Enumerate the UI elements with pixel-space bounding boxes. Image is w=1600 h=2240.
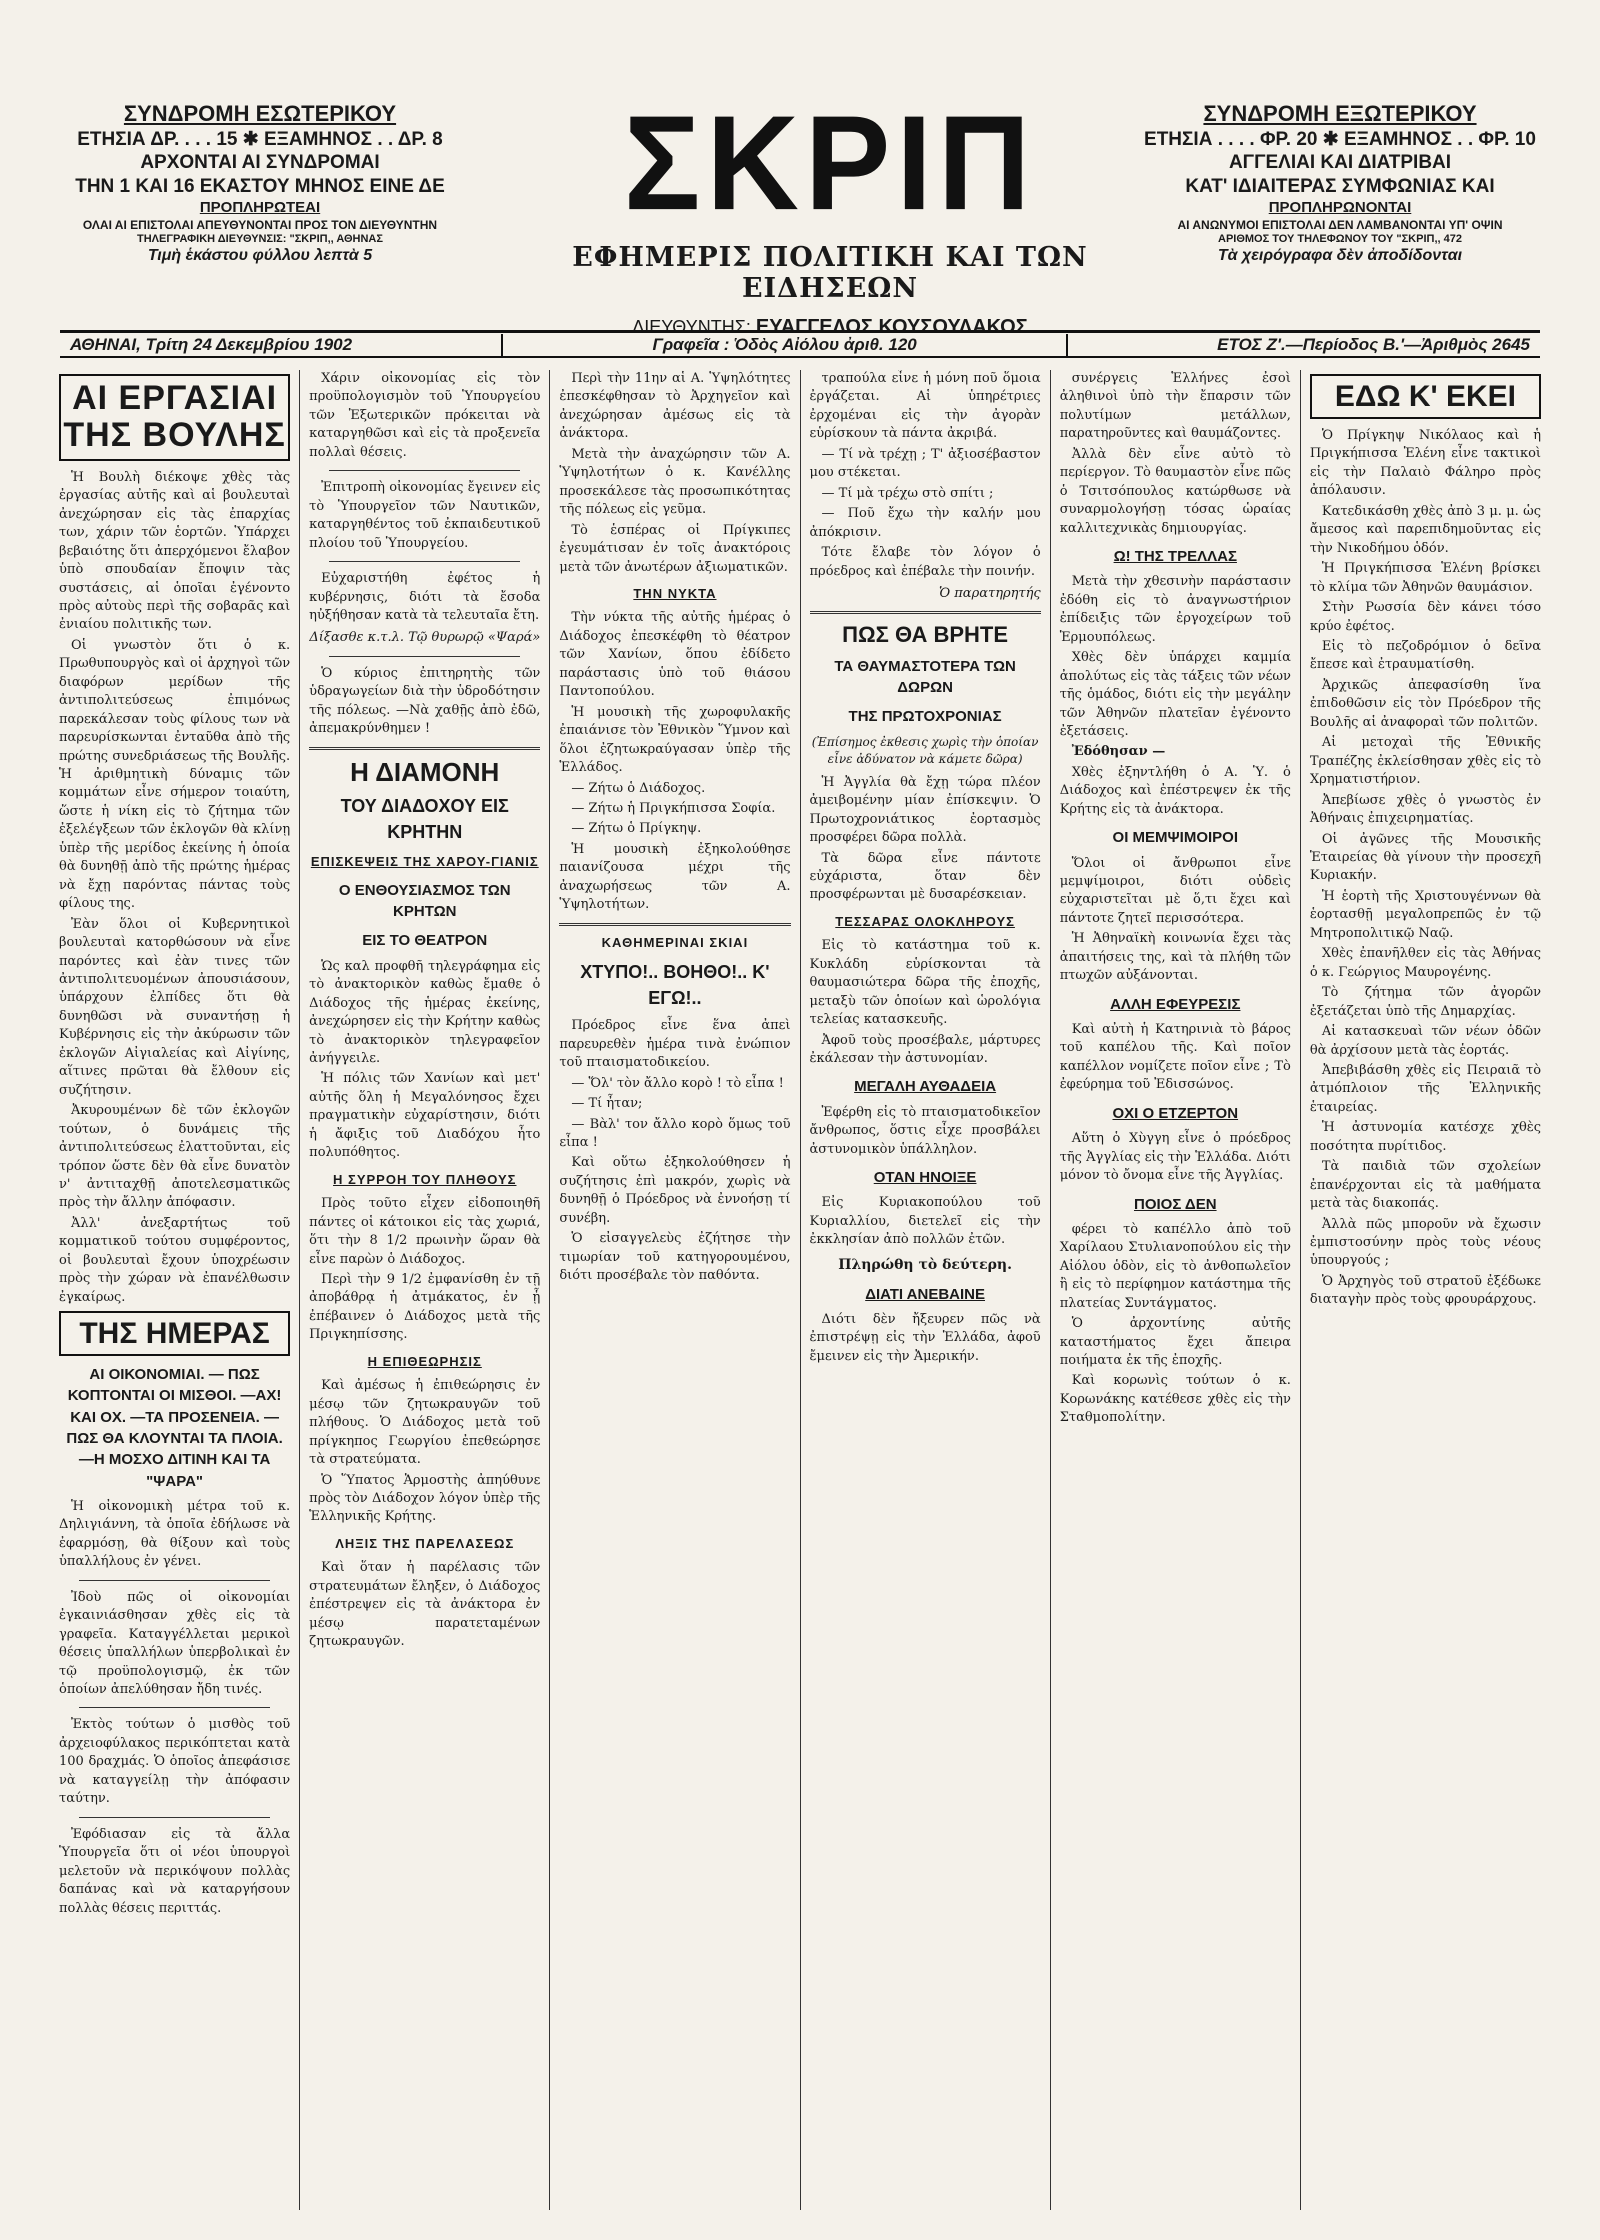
news-item: Τὸ ζήτημα τῶν ἀγορῶν ἐξετάζεται ὑπὸ τῆς Δημαρχίας. xyxy=(1309,985,1542,1019)
subscription-rates: ΕΤΗΣΙΑ . . . . ΦΡ. 20 ✱ ΕΞΑΜΗΝΟΣ . . ΦΡ. 10 xyxy=(1144,128,1536,150)
office-address: Γραφεῖα : Ὁδὸς Αἰόλου ἀριθ. 120 xyxy=(652,334,917,354)
chant-line: — Ζήτω ὁ Διάδοχος. xyxy=(571,780,706,796)
section-heading: ΤΗΝ ΝΥΚΤΑ xyxy=(633,585,717,601)
section-heading: ΤΕΣΣΑΡΑΣ ΟΛΟΚΛΗΡΟΥΣ xyxy=(835,913,1015,929)
article-paragraph: Ἀλλ' ἀνεξαρτήτως τοῦ κομματικοῦ τούτου συμφέροντος, οἱ βουλευταὶ ἔχουν ὑποχρέωσιν πρὸς τὴν χώραν νὰ ἐπανέλθωσιν ἐγκαίρως. xyxy=(59,1215,291,1305)
headline: ΤΗΣ ΗΜΕΡΑΣ xyxy=(79,1317,270,1351)
article-paragraph: Ὁ εἰσαγγελεὺς ἐζήτησε τὴν τιμωρίαν τοῦ κατηγορουμένου, διότι προσέβαλε τὸν παθόντα. xyxy=(559,1231,791,1284)
section-heading: ΛΗΞΙΣ ΤΗΣ ΠΑΡΕΛΑΣΕΩΣ xyxy=(335,1535,515,1551)
article-paragraph: Μετὰ τὴν ἀναχώρησιν τῶν Α. Ὑψηλοτήτων ὁ κ. Κανέλλης προσεκάλεσε τὰς προσωπικότητας τῆς πόλεως εἰς γεῦμα. xyxy=(559,446,791,518)
headline-box xyxy=(59,374,290,461)
column-2 xyxy=(300,370,550,2210)
column-1 xyxy=(50,370,300,2210)
dialog-line: — Τί ἦταν; xyxy=(571,1096,643,1112)
headline-box xyxy=(59,1311,290,1356)
manuscripts-note: Τὰ χειρόγραφα δὲν ἀποδίδονται xyxy=(1217,247,1463,265)
article-paragraph: Μετὰ τὴν χθεσινὴν παράστασιν ἐδόθη εἰς τὸ ἀναγνωστήριον ἐπίδειξις τῶν ἐργοχείρων τοῦ Ἑρμουπόλεως. xyxy=(1059,574,1291,645)
masthead xyxy=(60,88,1540,338)
news-item: Ἡ ἑορτὴ τῆς Χριστουγέννων θὰ ἑορτασθῇ μεγαλοπρεπῶς ἐν τῷ Μητροπολιτικῷ Ναῷ. xyxy=(1309,888,1542,941)
news-item: Ὁ Ἀρχηγὸς τοῦ στρατοῦ ἐξέδωκε διαταγὴν πρὸς τοὺς φρουράρχους. xyxy=(1309,1273,1542,1308)
headline: ΑΙ ΕΡΓΑΣΙΑΙ xyxy=(72,379,278,417)
anonymous-letters-note: ΑΙ ΑΝΩΝΥΜΟΙ ΕΠΙΣΤΟΛΑΙ ΔΕΝ ΛΑΜΒΑΝΟΝΤΑΙ ΥΠ' ΟΨΙΝ xyxy=(1177,217,1503,232)
article-paragraph: Ἐὰν ὅλοι οἱ Κυβερνητικοὶ βουλευταὶ κατορθώσουν νὰ εἶνε παρόντες καὶ ἐὰν τινες τῶν ἀντιπολιτευομένων ἀπουσιάσουν, ὑπάρχουν ἐλπίδες ὅτι θὰ δυνηθῶσι νὰ συναντήσῃ ἡ Κυβέρνησις εἰς τὴν ἀκύρωσιν τῶν ἐκλογῶν Αἰγιαλείας καὶ Αἰγίνης, αἵτινες πρῶται θὰ ἔλθουν εἰς συζήτησιν. xyxy=(59,916,291,1098)
article-paragraph: Ὅλοι οἱ ἄνθρωποι εἶνε μεμψίμοιροι, διότι οὐδεὶς εὐχαριστεῖται μὲ ὅ,τι ἔχει καὶ πάντοτε ζητεῖ περισσότερα. xyxy=(1059,855,1291,926)
telegraph-address: ΤΗΛΕΓΡΑΦΙΚΗ ΔΙΕΥΘΥΝΣΙΣ: "ΣΚΡΙΠ,, ΑΘΗΝΑΣ xyxy=(137,232,383,245)
article-paragraph: Ἡ πόλις τῶν Χανίων καὶ μετ' αὐτῆς ὅλη ἡ Μεγαλόνησος ἔχει πραγματικὴν εὐχαρίστησιν, διότι ἡ ἄφιξις τοῦ Διαδόχου ἦτο πολυπόθητος. xyxy=(309,1071,541,1161)
article-paragraph: Ὁ Ὕπατος Ἁρμοστὴς ἀπηύθυνε πρὸς τὸν Διάδοχον λόγον ὑπὲρ τῆς Ἑλληνικῆς Κρήτης. xyxy=(309,1472,541,1525)
section-heading: ΠΟΙΟΣ ΔΕΝ xyxy=(1133,1195,1217,1213)
divider xyxy=(329,470,520,471)
article-paragraph: Διότι δὲν ἤξευρεν πῶς νὰ ἐπιστρέψῃ εἰς τὴν Ἑλλάδα, ἀφοῦ ἔμεινεν εἰς τὴν Ἀμερικήν. xyxy=(809,1311,1041,1364)
subscription-start-dates: ΤΗΝ 1 ΚΑΙ 16 ΕΚΑΣΤΟΥ ΜΗΝΟΣ ΕΙΝΕ ΔΕ xyxy=(75,176,445,197)
subscription-foreign-box xyxy=(1140,100,1540,266)
headline: ΠΩΣ ΘΑ ΒΡΗΤΕ xyxy=(842,622,1009,648)
article-paragraph: Πρόεδρος εἶνε ἕνα ἀπεὶ παρευρεθὲν ἡμέρα τινὰ ἐνώπιον τοῦ πταισματοδικείου. xyxy=(559,1018,791,1071)
phone-number: ΑΡΙΘΜΟΣ ΤΟΥ ΤΗΛΕΦΩΝΟΥ ΤΟΥ "ΣΚΡΙΠ,, 472 xyxy=(1218,232,1462,245)
news-item: Χθὲς ἐπανῆλθεν εἰς τὰς Ἀθήνας ὁ κ. Γεώργιος Μαυρογένης. xyxy=(1309,946,1542,980)
article-paragraph: Εἰς Κυριακοπούλου τοῦ Κυριαλλίου, διετελεῖ εἰς τὴν ἐκκλησίαν ἀπὸ πολλῶν ἐτῶν. xyxy=(809,1195,1041,1248)
article-paragraph: τραπούλα εἶνε ἡ μόνη ποῦ ὅμοια ἐργάζεται. Αἱ ὑπηρέτριες ἐρχομέναι εἰς τὴν ἀγορὰν εὑρίσκουν τὰ πάντα ἀκριβά. xyxy=(809,371,1041,442)
headline: ΤΗΣ ΒΟΥΛΗΣ xyxy=(63,416,286,455)
article-paragraph: Ἡ μουσικὴ ἐξηκολούθησε παιανίζουσα μέχρι τῆς ἀναχωρήσεως τῶν Α. Ὑψηλοτήτων. xyxy=(559,841,791,913)
article-paragraph: συνέργεις Ἑλλήνες ἐσοὶ ἀληθινοὶ ὑπὸ τὴν ἔπαρσιν τῶν πολυτίμων μετάλλων, παρατηροῦντες καὶ θαυμάζοντες. xyxy=(1059,371,1291,442)
newspaper-logo: ΣΚΡΙΠ xyxy=(623,88,1037,239)
article-paragraph: Πρὸς τοῦτο εἶχεν εἰδοποιηθῆ πάντες οἱ κάτοικοι εἰς τὰς χωριά, ὅτι τὴν 8 1/2 πρωινὴν ὥραν θὰ εἶνε παρὼν ὁ Διάδοχος. xyxy=(309,1196,541,1267)
article-paragraph: Τότε ἔλαβε τὸν λόγον ὁ πρόεδρος καὶ ἐπέβαλε τὴν ποινήν. xyxy=(809,545,1041,579)
article-paragraph: Ἐπιτροπὴ οἰκονομίας ἔγεινεν εἰς τὸ Ὑπουργεῖον τῶν Ναυτικῶν, καταργηθέντος τοῦ ἐκπαιδευτικοῦ πλοίου τοῦ Ὑπουργείου. xyxy=(309,480,541,551)
divider xyxy=(810,611,1041,614)
headline: ΕΔΩ Κ' ΕΚΕΙ xyxy=(1334,380,1516,413)
news-item: Ἡ ἀστυνομία κατέσχε χθὲς ποσότητα πυρίτιδος. xyxy=(1309,1120,1542,1154)
subscription-title: ΣΥΝΔΡΟΜΗ ΕΞΩΤΕΡΙΚΟΥ xyxy=(1203,101,1477,126)
issue-price: Τιμὴ ἑκάστου φύλλου λεπτὰ 5 xyxy=(147,247,373,265)
news-item: Αἱ κατασκευαὶ τῶν νέων ὁδῶν θὰ ἀρχίσουν μετὰ τὰς ἑορτάς. xyxy=(1309,1024,1542,1058)
section-heading: Η ΕΠΙΘΕΩΡΗΣΙΣ xyxy=(367,1353,482,1369)
subheadline: ΑΙ ΟΙΚΟΝΟΜΙΑΙ. — ΠΩΣ ΚΟΠΤΟΝΤΑΙ ΟΙ ΜΙΣΘΟΙ. —ΑΧ! ΚΑΙ ΟΧ. —ΤΑ ΠΡΟΣΕΝΕΙΑ. —ΠΩΣ ΘΑ ΚΛΟΥΝΤΑΙ ΤΑ ΠΛΟΙΑ. —Η ΜΟΣΧΟ ΔΙΤΙΝΗ ΚΑΙ ΤΑ "ΨΑΡΑ" xyxy=(66,1366,283,1490)
issue-number: ΕΤΟΣ Ζ'.—Περίοδος Β.'—Ἀριθμὸς 2645 xyxy=(1217,334,1530,354)
article-paragraph: Ὁ κύριος ἐπιτηρητὴς τῶν ὑδραγωγείων διὰ τὴν ὑδροδότησιν τῆς πόλεως. —Νὰ χαθῇς ἀπὸ ἐδῶ, ἀπεμακρύνθημεν ! xyxy=(309,665,541,737)
dialog-line: — Τί μὰ τρέχω στὸ σπίτι ; xyxy=(821,485,994,501)
section-heading: ΟΙ ΜΕΜΨΙΜΟΙΡΟΙ xyxy=(1112,829,1239,847)
section-heading: ΔΙΑΤΙ ΑΝΕΒΑΙΝΕ xyxy=(865,1285,986,1303)
article-paragraph: Ἀφοῦ τοὺς προσέβαλε, μάρτυρες ἐκάλεσαν τὴν ἀστυνομίαν. xyxy=(809,1032,1041,1067)
subscription-rates: ΕΤΗΣΙΑ ΔΡ. . . . 15 ✱ ΕΞΑΜΗΝΟΣ . . ΔΡ. 8 xyxy=(77,128,443,150)
separator xyxy=(501,334,503,356)
article-paragraph: Χθὲς δὲν ὑπάρχει καμμία ἀπολύτως εἰς τὰς τάξεις τῶν νέων τῆς ὁμάδος, διότι εἰς τὴν μεγάλην τῶν Ἀθηνῶν πλατεῖαν ἐγένοντο ἐξετάσεις. xyxy=(1059,650,1291,739)
divider xyxy=(329,656,520,657)
chant-line: — Ζήτω ὁ Πρίγκηψ. xyxy=(571,821,702,837)
letters-note: ΟΛΑΙ ΑΙ ΕΠΙΣΤΟΛΑΙ ΑΠΕΥΘΥΝΟΝΤΑΙ ΠΡΟΣ ΤΟΝ ΔΙΕΥΘΥΝΤΗΝ xyxy=(82,217,438,232)
section-heading: ΑΛΛΗ ΕΦΕΥΡΕΣΙΣ xyxy=(1110,995,1241,1013)
director-name: ΕΥΑΓΓΕΛΟΣ ΚΟΥΣΟΥΛΑΚΟΣ xyxy=(755,316,1028,338)
ads-agreement: ΚΑΤ' ΙΔΙΑΙΤΕΡΑΣ ΣΥΜΦΩΝΙΑΣ ΚΑΙ xyxy=(1185,176,1495,197)
article-paragraph: Χάριν οἰκονομίας εἰς τὸν προϋπολογισμὸν τοῦ Ὑπουργείου τῶν Ἐξωτερικῶν πρόκειται νὰ καταργηθῶσι καὶ εἰς τὰ προξενεῖα πολλαὶ θέσεις. xyxy=(309,371,541,460)
article-paragraph: Καὶ αὐτὴ ἡ Κατηρινιὰ τὸ βάρος τοῦ καπέλου τῆς. Καὶ ποῖον καπέλλον νομίζετε ποῖον εἶνε ; Τὸ ἐφεύρημα τοῦ Ἐδισσώνος. xyxy=(1059,1022,1291,1093)
article-paragraph: Περὶ τὴν 9 1/2 ἐμφανίσθη ἐν τῇ ἀποβάθρᾳ ἡ ἀτμάκατος, ἐν ᾗ ἐπέβαινεν ὁ Διάδοχος μετὰ τῆς Πριγκηπίσσης. xyxy=(309,1271,541,1343)
column-3 xyxy=(550,370,800,2210)
article-paragraph: Εὐχαριστήθη ἐφέτος ἡ κυβέρνησις, διότι τὰ ἔσοδα ηὐξήθησαν κατὰ τὰ τελευταῖα ἔτη. xyxy=(309,571,541,623)
article-paragraph: Ἡ Ἀγγλία θὰ ἔχῃ τώρα πλέον ἀμειβομένην μίαν ἐπίσκεψιν. Ὁ Πρωτοχρονιάτικος ἐορτασμὸς προσφέρει δῶρα πολλὰ. xyxy=(809,774,1041,846)
note: Πληρώθη τὸ δεύτερη. xyxy=(838,1256,1012,1273)
dialog-line: — Τί νὰ τρέχῃ ; Τ' ἀξιοσέβαστον μου στέκεται. xyxy=(809,446,1041,481)
news-item: Στὴν Ρωσσία δὲν κάνει τόσο κρύο ἐφέτος. xyxy=(1309,600,1542,634)
news-item: Ἀλλὰ πῶς μποροῦν νὰ ἔχωσιν ἐμπιστοσύνην πρὸς τοὺς νέους ὑπουργούς ; xyxy=(1309,1216,1542,1269)
news-item: Ὁ Πρίγκηψ Νικόλαος καὶ ἡ Πριγκήπισσα Ἑλένη εἶνε τακτικοὶ εἰς τὴν Παλαιὸ Φάληρο πρὸς ἀπόλαυσιν. xyxy=(1309,428,1542,499)
news-item: Οἱ ἀγῶνες τῆς Μουσικῆς Ἑταιρείας θὰ γίνουν τὴν προσεχῆ Κυριακήν. xyxy=(1309,831,1542,884)
subscription-domestic-box xyxy=(60,100,460,266)
article-paragraph: Χθὲς ἐξηντλήθη ὁ Α. Ὑ. ὁ Διάδοχος καὶ ἐπέστρεψεν ἐκ τῆς Κρήτης εἰς τὰ ἀνάκτορα. xyxy=(1059,764,1291,817)
ads-note: ΑΓΓΕΛΙΑΙ ΚΑΙ ΔΙΑΤΡΙΒΑΙ xyxy=(1228,152,1452,174)
article-paragraph: Καὶ κορωνὶς τούτων ὁ κ. Κορωνάκης κατέθεσε χθὲς εἰς τὴν Σταθμοπολίτην. xyxy=(1059,1373,1291,1426)
article-paragraph: Ἡ οἰκονομικὴ μέτρα τοῦ κ. Δηλιγιάννη, τὰ ὁποῖα ἐδήλωσε νὰ ἐφαρμόσῃ, θὰ θίξουν καὶ τοὺς ὑπαλλήλους ἐν γένει. xyxy=(59,1498,291,1570)
headline: ΤΑ ΘΑΥΜΑΣΤΟΤΕΡΑ ΤΩΝ ΔΩΡΩΝ xyxy=(834,657,1016,697)
article-paragraph: Ἀκυρουμένων δὲ τῶν ἐκλογῶν τούτων, ὁ δυνάμεις τῆς ἀντιπολιτεύσεως ἐλαττοῦνται, εἰς τρόπον ὥστε δὲν θὰ εἶνε δυνατὸν ν' ἀντιταχθῇ ἀποτελεσματικῶς πρὸς τὴν ἄλλην ἀπόφασιν. xyxy=(59,1103,291,1211)
divider xyxy=(79,1580,270,1581)
divider xyxy=(79,1707,270,1708)
subscription-start: ΑΡΧΟΝΤΑΙ ΑΙ ΣΥΝΔΡΟΜΑΙ xyxy=(140,152,380,174)
article-paragraph: Τὰ δῶρα εἶνε πάντοτε εὐχάριστα, ὅταν δὲν προσφέρωνται μὲ δυσαρέσκειαν. xyxy=(809,850,1041,903)
chant-line: — Ζήτω ἡ Πριγκήπισσα Σοφία. xyxy=(571,800,776,816)
news-item: Ἡ Πριγκήπισσα Ἑλένη βρίσκει τὸ κλίμα τῶν Ἀθηνῶν θαυμάσιον. xyxy=(1309,561,1542,595)
article-paragraph: Ἀλλὰ δὲν εἶνε αὐτὸ τὸ περίεργον. Τὸ θαυμαστὸν εἶνε πῶς ὁ Τσιτσόπουλος κατώρθωσε νὰ συναρμολογήσῃ τόσας ὡραίας καλλιτεχνικὰς δημιουργίας. xyxy=(1059,446,1291,536)
news-item: Ἀπεβίωσε χθὲς ὁ γνωστὸς ἐν Ἀθήναις ἐπιχειρηματίας. xyxy=(1309,792,1542,827)
subheadline: ΕΠΙΣΚΕΨΕΙΣ ΤΗΣ ΧΑΡΟΥ-ΓΙΑΝΙΣ xyxy=(310,854,539,870)
subheadline: ΕΙΣ ΤΟ ΘΕΑΤΡΟΝ xyxy=(362,932,488,950)
article-paragraph: Τὴν νύκτα τῆς αὐτῆς ἡμέρας ὁ Διάδοχος ἐπεσκέφθη τὸ θέατρον τῶν Χανίων, ὅπου ἐδίδετο παράστασις ὑπὸ τοῦ θιάσου Παντοπούλου. xyxy=(559,610,791,700)
article-paragraph: Ἐφόδιασαν εἰς τὰ ἄλλα Ὑπουργεῖα ὅτι οἱ νέοι ὑπουργοὶ μελετοῦν νὰ περικόψουν πολλὰς δαπάνας καὶ νὰ καταργήσουν πολλὰς θέσεις περιττάς. xyxy=(59,1826,291,1916)
headline-box xyxy=(1310,374,1541,419)
column-4 xyxy=(801,370,1051,2210)
news-item: Ἀρχικῶς ἀπεφασίσθη ἵνα ἐπιδοθῶσιν εἰς τὸν Πρόεδρον τῆς Βουλῆς αἱ ἀναφοραὶ τῶν πολιτῶν. xyxy=(1309,677,1542,730)
issue-date: ΑΘΗΝΑΙ, Τρίτη 24 Δεκεμβρίου 1902 xyxy=(70,334,353,354)
signature: Δίξασθε κ.τ.λ. Τῷ θυρωρῷ «Ψαρά» xyxy=(309,630,541,646)
article-paragraph: Ἡ μουσικὴ τῆς χωροφυλακῆς ἐπαιάνισε τὸν Ἐθνικὸν Ὕμνον καὶ ὅλοι ἐζητωκραύγασαν ὑπὲρ τῆς Ἑλλάδος. xyxy=(559,704,791,776)
divider xyxy=(79,1817,270,1818)
article-paragraph: Ἡ Ἀθηναϊκὴ κοινωνία ἔχει τὰς ἀπαιτήσεις της, καὶ τὰ πλήθη τῶν πτωχῶν αὐξάνονται. xyxy=(1059,931,1291,984)
prepaid-note: ΠΡΟΠΛΗΡΩΝΟΝΤΑΙ xyxy=(1268,198,1412,216)
news-item: Εἰς τὸ πεζοδρόμιον ὁ δεῖνα ἔπεσε καὶ ἐτραυματίσθη. xyxy=(1309,638,1542,673)
headline: Η ΔΙΑΜΟΝΗ xyxy=(350,756,500,787)
dialog-line: — Βὰλ' τον ἄλλο κορὸ ὅμως τοῦ εἶπα ! xyxy=(559,1116,791,1150)
article-paragraph: Περὶ τὴν 11ην αἱ Α. Ὑψηλότητες ἐπεσκέφθησαν τὸ Ἀρχηγεῖον καὶ ἀνεχώρησαν ἀμέσως εἰς τὰ ἀνάκτορα. xyxy=(559,371,791,442)
section-heading: ΟΤΑΝ ΗΝΟΙΞΕ xyxy=(873,1169,977,1187)
dialog-line: — Ὅλ' τὸν ἄλλο κορὸ ! τὸ εἶπα ! xyxy=(571,1075,784,1091)
section-heading: ΟΧΙ Ο ΕΤΖΕΡΤΟΝ xyxy=(1112,1104,1239,1122)
prepaid-note: ΠΡΟΠΛΗΡΩΤΕΑΙ xyxy=(199,198,321,216)
subscription-title: ΣΥΝΔΡΟΜΗ ΕΣΩΤΕΡΙΚΟΥ xyxy=(123,101,397,126)
signature: Ὁ παρατηρητής xyxy=(938,585,1041,601)
article-paragraph: Καὶ ὅταν ἡ παρέλασις τῶν στρατευμάτων ἔληξεν, ὁ Διάδοχος ἐπέστρεψεν εἰς τὰ ἀνάκτορα ἐν μέσῳ παρατεταμένων ζητωκραυγῶν. xyxy=(309,1560,541,1650)
news-item: Τὰ παιδιὰ τῶν σχολείων ἐπανέρχονται εἰς τὰ μαθήματα μετὰ τὰς διακοπάς. xyxy=(1309,1159,1542,1212)
divider xyxy=(309,747,540,750)
title-block xyxy=(530,88,1130,339)
section-heading: ΚΑΘΗΜΕΡΙΝΑΙ ΣΚΙΑΙ xyxy=(601,934,749,950)
subheadline: Ο ΕΝΘΟΥΣΙΑΣΜΟΣ ΤΩΝ ΚΡΗΤΩΝ xyxy=(338,881,511,921)
article-paragraph: Ὁ ἀρχοντίνης αὐτῆς καταστήματος ἔχει ἄπειρα ποιήματα ἐκ τῆς ἐποχῆς. xyxy=(1059,1316,1291,1368)
section-heading: ΜΕΓΑΛΗ ΑΥΘΑΔΕΙΑ xyxy=(854,1078,997,1096)
news-item: Ἀπεβιβάσθη χθὲς εἰς Πειραιᾶ τὸ ἀτμόπλοιον τῆς Ἑλληνικῆς ἑταιρείας. xyxy=(1309,1062,1542,1115)
headline-note: (Ἐπίσημος ἐκθεσις χωρὶς τὴν ὁποίαν εἶνε ἀδύνατον νὰ κάμετε δῶρα) xyxy=(811,734,1039,766)
article-paragraph: Ἡ Βουλὴ διέκοψε χθὲς τὰς ἐργασίας αὐτῆς καὶ αἱ βουλευταὶ ἀνεχώρησαν εἰς τὰς ἐπαρχίας των, χάριν τῶν ἑορτῶν. Ὑπάρχει βεβαιότης ὅτι ἀπερχόμενοι ἔλαβον ὑπὸ σπουδαίαν ἔποψιν τὰς συστάσεις, αἱ ὁποῖαι ἐγένοντο πρὸς αὐτοὺς περὶ τῆς σοβαρᾶς καὶ ἐνιαίου πολιτικῆς των. xyxy=(59,469,291,633)
article-paragraph: Ἐκτὸς τούτων ὁ μισθὸς τοῦ ἀρχειοφύλακος περικόπτεται κατὰ 100 δραχμάς. Ὁ ὁποῖος ἀπεφάσισε νὰ καταγγείλῃ τὴν ἀπόφασιν ταύτην. xyxy=(59,1717,291,1807)
director-label: ΔΙΕΥΘΥΝΤΗΣ: xyxy=(632,317,751,337)
article-paragraph: Ὡς καλ προφθῆ τηλεγράφημα εἰς τὸ ἀνακτορικὸν καθὼς ἔμαθε ὁ Διάδοχος τῆς ἡμέρας ἐκείνης, ἀνεχώρησεν εἰς τὴν Κρήτην καθὼς τὸ ἀνακτορικὸν τηλεγραφεῖον ἀνήγγειλε. xyxy=(309,958,541,1066)
news-item: Αἱ μετοχαὶ τῆς Ἐθνικῆς Τραπέζης ἐκλείσθησαν χθὲς εἰς τὸ Χρηματιστήριον. xyxy=(1309,735,1542,788)
article-paragraph: Ἐφέρθη εἰς τὸ πταισματοδικεῖον ἄνθρωπος, ὅστις εἶχε προσβάλει ἀστυνομικὸν ὑπάλληλον. xyxy=(809,1104,1041,1157)
article-paragraph: Εἰς τὸ κατάστημα τοῦ κ. Κυκλάδη εὑρίσκονται τὰ θαυμασιώτερα δῶρα τῆς ἐποχῆς, μεταξὺ τῶν ὁποίων καὶ ὡρολόγια τελείας κατασκευῆς. xyxy=(809,938,1041,1028)
issue-info-bar xyxy=(60,330,1540,358)
section-heading: Ω! ΤΗΣ ΤΡΕΛΛΑΣ xyxy=(1113,548,1237,566)
headline: ΤΟΥ ΔΙΑΔΟΧΟΥ ΕΙΣ ΚΡΗΤΗΝ xyxy=(340,796,509,842)
column-6 xyxy=(1301,370,1550,2210)
article-paragraph: Καὶ οὕτω ἐξηκολούθησεν ἡ συζήτησις ἐπὶ μακρόν, χωρὶς νὰ δυνηθῇ ὁ Πρόεδρος νὰ ἐννοήσῃ τί συνέβη. xyxy=(559,1155,791,1226)
column-5 xyxy=(1051,370,1301,2210)
headline: ΧΤΥΠΟ!.. ΒΟΗΘΟ!.. Κ' ΕΓΩ!.. xyxy=(580,962,770,1008)
article-paragraph: Ἰδοὺ πῶς οἱ οἰκονομίαι ἐγκαινιάσθησαν χθὲς εἰς τὰ γραφεῖα. Καταγγέλλεται μερικοὶ θέσεις ὑπαλλήλων ὑπερβολικαὶ ἐν τῷ προϋπολογισμῷ, ἐκ τῶν ὁποίων ἀπελύθησαν ἤδη τινές. xyxy=(59,1589,291,1698)
dialog-line: — Ποῦ ἔχω τὴν καλήν μου ἀπόκρισιν. xyxy=(809,506,1041,540)
separator xyxy=(1066,334,1068,356)
headline: ΤΗΣ ΠΡΩΤΟΧΡΟΝΙΑΣ xyxy=(848,708,1002,726)
divider xyxy=(559,923,790,926)
article-paragraph: Καὶ ἀμέσως ἡ ἐπιθεώρησις ἐν μέσῳ τῶν ζητωκραυγῶν τοῦ πλήθους. Ὁ Διάδοχος μετὰ τοῦ πρίγκηπος Γεωργίου ἐπεθεώρησε τὰ στρατεύματα. xyxy=(309,1378,541,1468)
newspaper-tagline: ΕΦΗΜΕΡΙΣ ΠΟΛΙΤΙΚΗ ΚΑΙ ΤΩΝ ΕΙΔΗΣΕΩΝ xyxy=(572,242,1088,304)
article-paragraph: Αὕτη ὁ Χὺγγη εἶνε ὁ πρόεδρος τῆς Ἀγγλίας εἰς τὴν Ἑλλάδα. Διότι μόνον τὸ ὄνομα εἶνε τῆς Ἀγγλίας. xyxy=(1059,1131,1291,1184)
article-paragraph: Τὸ ἑσπέρας οἱ Πρίγκιπες ἐγευμάτισαν ἐν τοῖς ἀνακτόροις μετὰ τῶν ἀνωτέρων ἀξιωματικῶν. xyxy=(559,522,791,575)
section-heading: Η ΣΥΡΡΟΗ ΤΟΥ ΠΛΗΘΟΥΣ xyxy=(333,1171,517,1187)
article-columns xyxy=(50,370,1550,2210)
article-paragraph: φέρει τὸ καπέλλο ἀπὸ τοῦ Χαρίλαου Στυλιανοπούλου εἰς τὴν Αἰόλου ὁδὸν, εἰς τὸ ἀνθοπωλεῖον ἢ εἰς τὸ περίφημον κατάστημα τῆς πλατείας Συντάγματος. xyxy=(1059,1221,1291,1311)
article-paragraph: Οἱ γνωστὸν ὅτι ὁ κ. Πρωθυπουργὸς καὶ οἱ ἀρχηγοὶ τῶν διαφόρων μερίδων τῆς ἀντιπολιτεύσεως ἐπιμόνως παρεκάλεσαν τοὺς φίλους των νὰ παρευρίσκωνται ἐνταῦθα ἀπὸ τῆς πρώτης συνεδριάσεως τῆς Βουλῆς. Ἡ ἀριθμητικὴ δύναμις τῶν κομμάτων εἶνε σήμερον τοιαύτη, ὥστε ἡ νίκη εἰς τὸ ζήτημα τῶν ἐξελέγξεων τῶν ἐκλογῶν θὰ κλίνῃ ὑπὲρ τῆς μερίδος ἐκείνης ἡ ὁποία θὰ δυνηθῇ ἀπὸ τῆς πρώτης ἡμέρας νὰ ἔχῃ παρόντας πάντας τοὺς φίλους της. xyxy=(59,637,291,912)
lead-line: Ἐδόθησαν — xyxy=(1071,744,1166,760)
divider xyxy=(329,561,520,562)
news-item: Κατεδικάσθη χθὲς ἀπὸ 3 μ. μ. ὡς ἄμεσος καὶ παρεπιδημοῦντας εἰς τὴν Νικοδήμου ὁδόν. xyxy=(1309,503,1542,556)
